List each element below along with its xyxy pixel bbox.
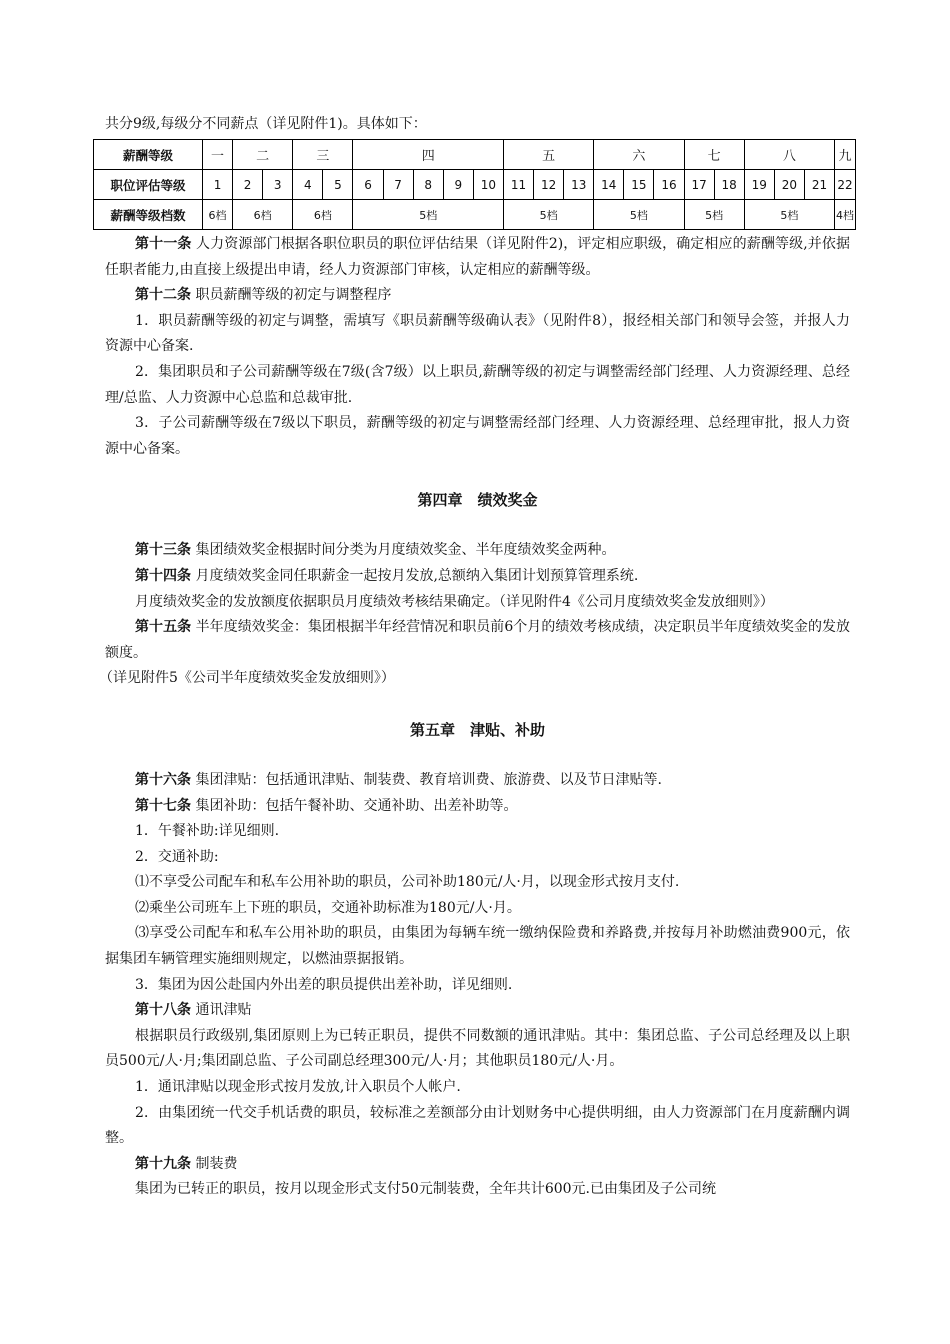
article-text: 月度绩效奖金同任职薪金一起按月发放,总额纳入集团计划预算管理系统. bbox=[195, 567, 639, 584]
article-12 bbox=[105, 283, 850, 309]
row-label-eval-grade: 职位评估等级 bbox=[94, 170, 203, 200]
level-cell: 二 bbox=[233, 140, 293, 170]
article-heading: 第十六条 bbox=[135, 771, 191, 788]
article-text: 人力资源部门根据各职位职员的职位评估结果（详见附件2)，评定相应职级，确定相应的薪酬等级,并依据任职者能力,由直接上级提出申请，经人力资源部门审核，认定相应的薪酬等级。 bbox=[105, 236, 850, 278]
article-text: 职员薪酬等级的初定与调整程序 bbox=[195, 287, 392, 304]
paragraph: 1．午餐补助:详见细则. bbox=[135, 823, 280, 840]
article-13 bbox=[105, 538, 850, 564]
eval-cell: 3 bbox=[263, 170, 293, 200]
level-cell: 四 bbox=[353, 140, 504, 170]
eval-cell: 13 bbox=[564, 170, 594, 200]
article-text: 半年度绩效奖金：集团根据半年经营情况和职员前6个月的绩效考核成绩，决定职员半年度绩效奖金的发放额度。 bbox=[105, 619, 851, 661]
level-cell: 七 bbox=[684, 140, 744, 170]
article-text: 集团津贴：包括通讯津贴、制装费、教育培训费、旅游费、以及节日津贴等. bbox=[195, 771, 662, 788]
eval-cell: 9 bbox=[443, 170, 473, 200]
paragraph: 2．由集团统一代交手机话费的职员，较标准之差额部分由计划财务中心提供明细，由人力资源部门在月度薪酬内调整。 bbox=[105, 1104, 850, 1147]
row-label-steps: 薪酬等级档数 bbox=[94, 200, 203, 230]
eval-cell: 15 bbox=[624, 170, 654, 200]
steps-cell: 6档 bbox=[202, 200, 232, 230]
article-18 bbox=[105, 998, 850, 1024]
eval-cell: 19 bbox=[744, 170, 774, 200]
eval-cell: 22 bbox=[835, 170, 856, 200]
article-heading: 第十三条 bbox=[135, 542, 191, 559]
paragraph: 集团为已转正的职员，按月以现金形式支付50元制装费，全年共计600元.已由集团及子公司统 bbox=[135, 1181, 716, 1198]
eval-cell: 5 bbox=[323, 170, 353, 200]
paragraph: 3．集团为因公赴国内外出差的职员提供出差补助，详见细则. bbox=[135, 976, 513, 993]
eval-cell: 21 bbox=[804, 170, 834, 200]
table-row-steps bbox=[94, 200, 856, 230]
paragraph: ⑴不享受公司配车和私车公用补助的职员，公司补助180元/人·月，以现金形式按月支付. bbox=[135, 874, 680, 891]
eval-cell: 17 bbox=[684, 170, 714, 200]
article-heading: 第十四条 bbox=[135, 567, 191, 584]
article-17 bbox=[105, 794, 850, 820]
level-cell: 五 bbox=[503, 140, 593, 170]
article-heading: 第十八条 bbox=[135, 1002, 191, 1019]
eval-cell: 4 bbox=[293, 170, 323, 200]
table-row-eval bbox=[94, 170, 856, 200]
article-heading: 第十五条 bbox=[135, 619, 192, 636]
article-text: 集团补助：包括午餐补助、交通补助、出差补助等。 bbox=[195, 797, 518, 814]
article-heading: 第十一条 bbox=[135, 236, 192, 252]
level-cell: 八 bbox=[744, 140, 834, 170]
salary-grade-table bbox=[93, 139, 856, 230]
steps-cell: 5档 bbox=[684, 200, 744, 230]
steps-cell: 5档 bbox=[503, 200, 593, 230]
paragraph: ⑶享受公司配车和私车公用补助的职员，由集团为每辆车统一缴纳保险费和养路费,并按每月补助燃油费900元，依据集团车辆管理实施细则规定，以燃油票据报销。 bbox=[105, 925, 850, 968]
paragraph: 3．子公司薪酬等级在7级以下职员，薪酬等级的初定与调整需经部门经理、人力资源经理、总经理审批，报人力资源中心备案。 bbox=[105, 415, 850, 457]
eval-cell: 14 bbox=[594, 170, 624, 200]
eval-cell: 7 bbox=[383, 170, 413, 200]
article-14 bbox=[105, 564, 850, 590]
paragraph: 2．交通补助: bbox=[135, 848, 219, 865]
paragraph: 根据职员行政级别,集团原则上为已转正职员，提供不同数额的通讯津贴。其中：集团总监、子公司总经理及以上职员500元/人·月;集团副总监、子公司副总经理300元/人·月；其他职员180元/人·月。 bbox=[105, 1027, 850, 1070]
article-19 bbox=[105, 1152, 850, 1178]
eval-cell: 10 bbox=[473, 170, 503, 200]
article-heading: 第十二条 bbox=[135, 287, 191, 304]
steps-cell: 6档 bbox=[233, 200, 293, 230]
paragraph: 2．集团职员和子公司薪酬等级在7级(含7级）以上职员,薪酬等级的初定与调整需经部门经理、人力资源经理、总经理/总监、人力资源中心总监和总裁审批. bbox=[105, 363, 850, 406]
article-11 bbox=[105, 232, 850, 283]
chapter-heading: 第五章 津贴、补助 bbox=[409, 720, 545, 739]
intro-text: 共分9级,每级分不同薪点（详见附件1)。具体如下： bbox=[105, 116, 427, 132]
article-text: 通讯津贴 bbox=[195, 1002, 252, 1019]
paragraph: 1．通讯津贴以现金形式按月发放,计入职员个人帐户. bbox=[135, 1079, 461, 1096]
paragraph: 1．职员薪酬等级的初定与调整，需填写《职员薪酬等级确认表》（见附件8），报经相关部门和领导会签，并报人力资源中心备案. bbox=[105, 312, 850, 355]
eval-cell: 11 bbox=[503, 170, 533, 200]
level-cell: 六 bbox=[594, 140, 684, 170]
article-text: 集团绩效奖金根据时间分类为月度绩效奖金、半年度绩效奖金两种。 bbox=[195, 542, 616, 559]
row-label-salary-grade: 薪酬等级 bbox=[94, 140, 203, 170]
eval-cell: 1 bbox=[202, 170, 232, 200]
paragraph: 月度绩效奖金的发放额度依据职员月度绩效考核结果确定。（详见附件4《公司月度绩效奖金发放细则》） bbox=[135, 593, 774, 610]
eval-cell: 2 bbox=[233, 170, 263, 200]
eval-cell: 20 bbox=[774, 170, 804, 200]
article-heading: 第十九条 bbox=[135, 1155, 191, 1172]
eval-cell: 8 bbox=[413, 170, 443, 200]
eval-cell: 12 bbox=[534, 170, 564, 200]
eval-cell: 18 bbox=[714, 170, 744, 200]
steps-cell: 6档 bbox=[293, 200, 353, 230]
chapter-heading: 第四章 绩效奖金 bbox=[417, 491, 538, 510]
article-heading: 第十七条 bbox=[135, 797, 191, 814]
table-row-grade bbox=[94, 140, 856, 170]
article-text: 制装费 bbox=[195, 1155, 238, 1172]
steps-cell: 5档 bbox=[353, 200, 504, 230]
eval-cell: 16 bbox=[654, 170, 684, 200]
article-15 bbox=[105, 615, 850, 666]
level-cell: 九 bbox=[835, 140, 856, 170]
steps-cell: 4档 bbox=[835, 200, 856, 230]
steps-cell: 5档 bbox=[744, 200, 834, 230]
article-16 bbox=[105, 768, 850, 794]
level-cell: 三 bbox=[293, 140, 353, 170]
document-body bbox=[99, 232, 851, 1203]
eval-cell: 6 bbox=[353, 170, 383, 200]
paragraph: （详见附件5《公司半年度绩效奖金发放细则》） bbox=[99, 670, 395, 687]
level-cell: 一 bbox=[202, 140, 232, 170]
paragraph: ⑵乘坐公司班车上下班的职员，交通补助标准为180元/人·月。 bbox=[135, 899, 521, 916]
steps-cell: 5档 bbox=[594, 200, 684, 230]
